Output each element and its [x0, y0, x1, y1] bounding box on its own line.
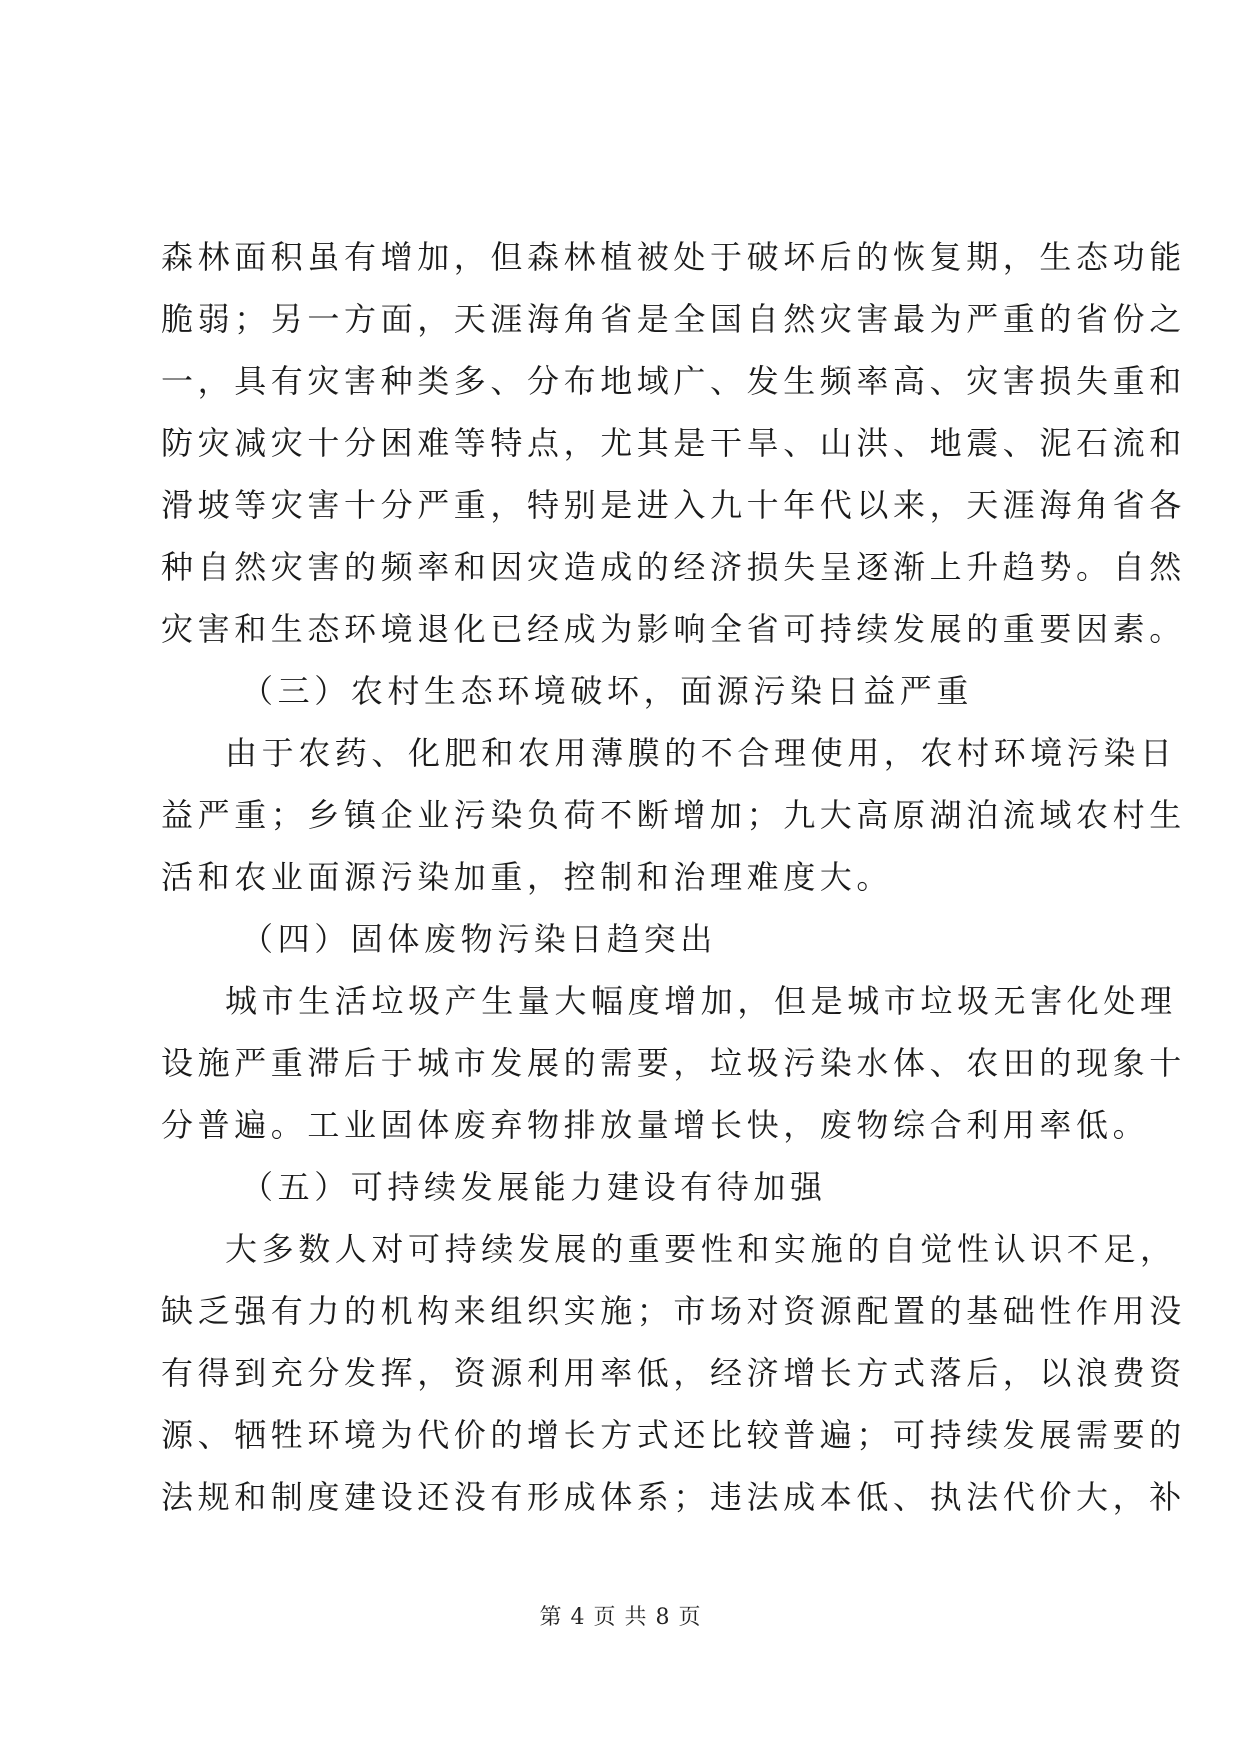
text-line: 滑坡等灾害十分严重，特别是进入九十年代以来，天涯海角省各: [161, 486, 1186, 524]
section-heading: （五）可持续发展能力建设有待加强: [241, 1168, 827, 1206]
text-line: 灾害和生态环境退化已经成为影响全省可持续发展的重要因素。: [161, 610, 1186, 648]
text-line: 种自然灾害的频率和因灾造成的经济损失呈逐渐上升趋势。自然: [161, 548, 1186, 586]
text-line: 益严重；乡镇企业污染负荷不断增加；九大高原湖泊流域农村生: [161, 796, 1186, 834]
text-line: 设施严重滞后于城市发展的需要，垃圾污染水体、农田的现象十: [161, 1044, 1186, 1082]
text-line: 大多数人对可持续发展的重要性和实施的自觉性认识不足，: [225, 1230, 1177, 1268]
text-line: 城市生活垃圾产生量大幅度增加，但是城市垃圾无害化处理: [225, 982, 1177, 1020]
text-line: 由于农药、化肥和农用薄膜的不合理使用，农村环境污染日: [225, 734, 1177, 772]
text-line: 有得到充分发挥，资源利用率低，经济增长方式落后，以浪费资: [161, 1354, 1186, 1392]
body-text: [161, 226, 1186, 1528]
text-line: 源、牺牲环境为代价的增长方式还比较普遍；可持续发展需要的: [161, 1416, 1186, 1454]
text-line: 分普遍。工业固体废弃物排放量增长快，废物综合利用率低。: [161, 1106, 1150, 1144]
text-line: 脆弱；另一方面，天涯海角省是全国自然灾害最为严重的省份之: [161, 300, 1186, 338]
section-heading: （三）农村生态环境破坏，面源污染日益严重: [241, 672, 974, 710]
text-line: 缺乏强有力的机构来组织实施；市场对资源配置的基础性作用没: [161, 1292, 1186, 1330]
page-footer: 第 4 页 共 8 页: [539, 1605, 702, 1630]
section-heading: （四）固体废物污染日趋突出: [241, 920, 717, 958]
text-line: 森林面积虽有增加，但森林植被处于破坏后的恢复期，生态功能: [161, 238, 1186, 276]
text-line: 一，具有灾害种类多、分布地域广、发生频率高、灾害损失重和: [161, 362, 1186, 400]
text-line: 防灾减灾十分困难等特点，尤其是干旱、山洪、地震、泥石流和: [161, 424, 1186, 462]
text-line: 法规和制度建设还没有形成体系；违法成本低、执法代价大，补: [161, 1478, 1186, 1516]
text-line: 活和农业面源污染加重，控制和治理难度大。: [161, 858, 894, 896]
